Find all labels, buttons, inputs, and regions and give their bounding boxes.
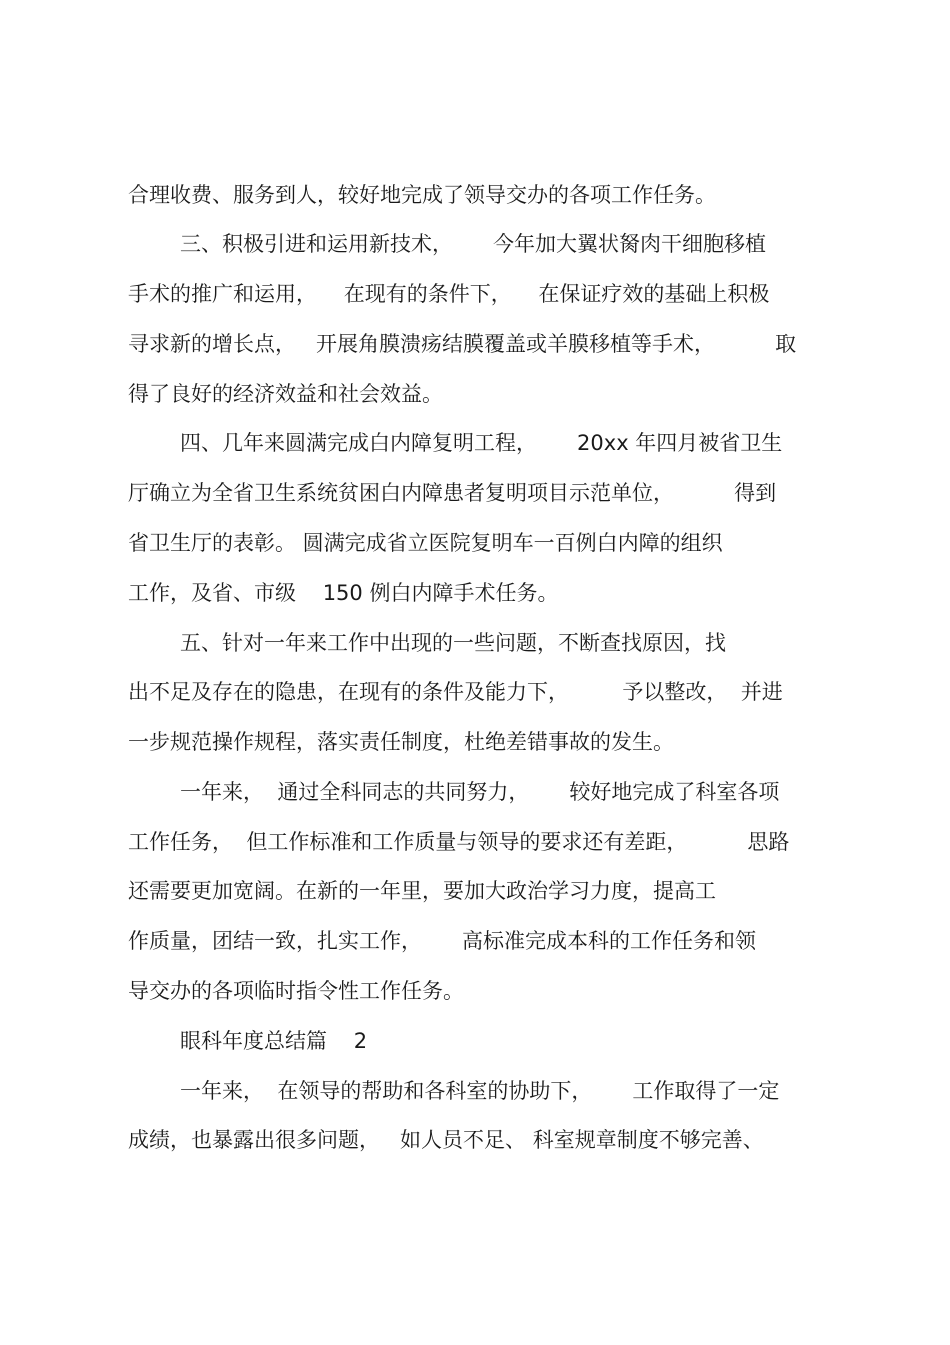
text-line: 工作，及省、市级 150 例白内障手术任务。	[128, 581, 559, 605]
text-line: 成绩，也暴露出很多问题， 如人员不足、 科室规章制度不够完善、	[128, 1128, 764, 1152]
paragraph-heading-4: 四、几年来圆满完成白内障复明工程， 20xx 年四月被省卫生	[180, 431, 783, 455]
text-line: 得了良好的经济效益和社会效益。	[128, 382, 443, 406]
text-line: 出不足及存在的隐患，在现有的条件及能力下， 予以整改， 并进	[128, 680, 783, 704]
paragraph-start: 一年来， 在领导的帮助和各科室的协助下， 工作取得了一定	[180, 1079, 780, 1103]
paragraph-heading-5: 五、针对一年来工作中出现的一些问题，不断查找原因，找	[180, 631, 726, 655]
text-line: 厅确立为全省卫生系统贫困白内障患者复明项目示范单位， 得到	[128, 481, 777, 505]
text-line: 手术的推广和运用， 在现有的条件下， 在保证疗效的基础上积极	[128, 282, 770, 306]
text-line: 寻求新的增长点， 开展角膜溃疡结膜覆盖或羊膜移植等手术， 取	[128, 332, 797, 356]
text-line: 导交办的各项临时指令性工作任务。	[128, 979, 464, 1003]
text-line: 工作任务， 但工作标准和工作质量与领导的要求还有差距， 思路	[128, 830, 790, 854]
section-title: 眼科年度总结篇 2	[180, 1029, 368, 1053]
text-line: 还需要更加宽阔。在新的一年里，要加大政治学习力度，提高工	[128, 879, 716, 903]
paragraph-start: 一年来， 通过全科同志的共同努力， 较好地完成了科室各项	[180, 780, 780, 804]
paragraph-heading-3: 三、积极引进和运用新技术， 今年加大翼状胬肉干细胞移植	[180, 232, 767, 256]
text-line: 一步规范操作规程，落实责任制度，杜绝差错事故的发生。	[128, 730, 674, 754]
text-line: 作质量，团结一致，扎实工作， 高标准完成本科的工作任务和领	[128, 929, 757, 953]
text-line: 省卫生厅的表彰。 圆满完成省立医院复明车一百例白内障的组织	[128, 531, 723, 555]
text-line: 合理收费、服务到人，较好地完成了领导交办的各项工作任务。	[128, 183, 716, 207]
